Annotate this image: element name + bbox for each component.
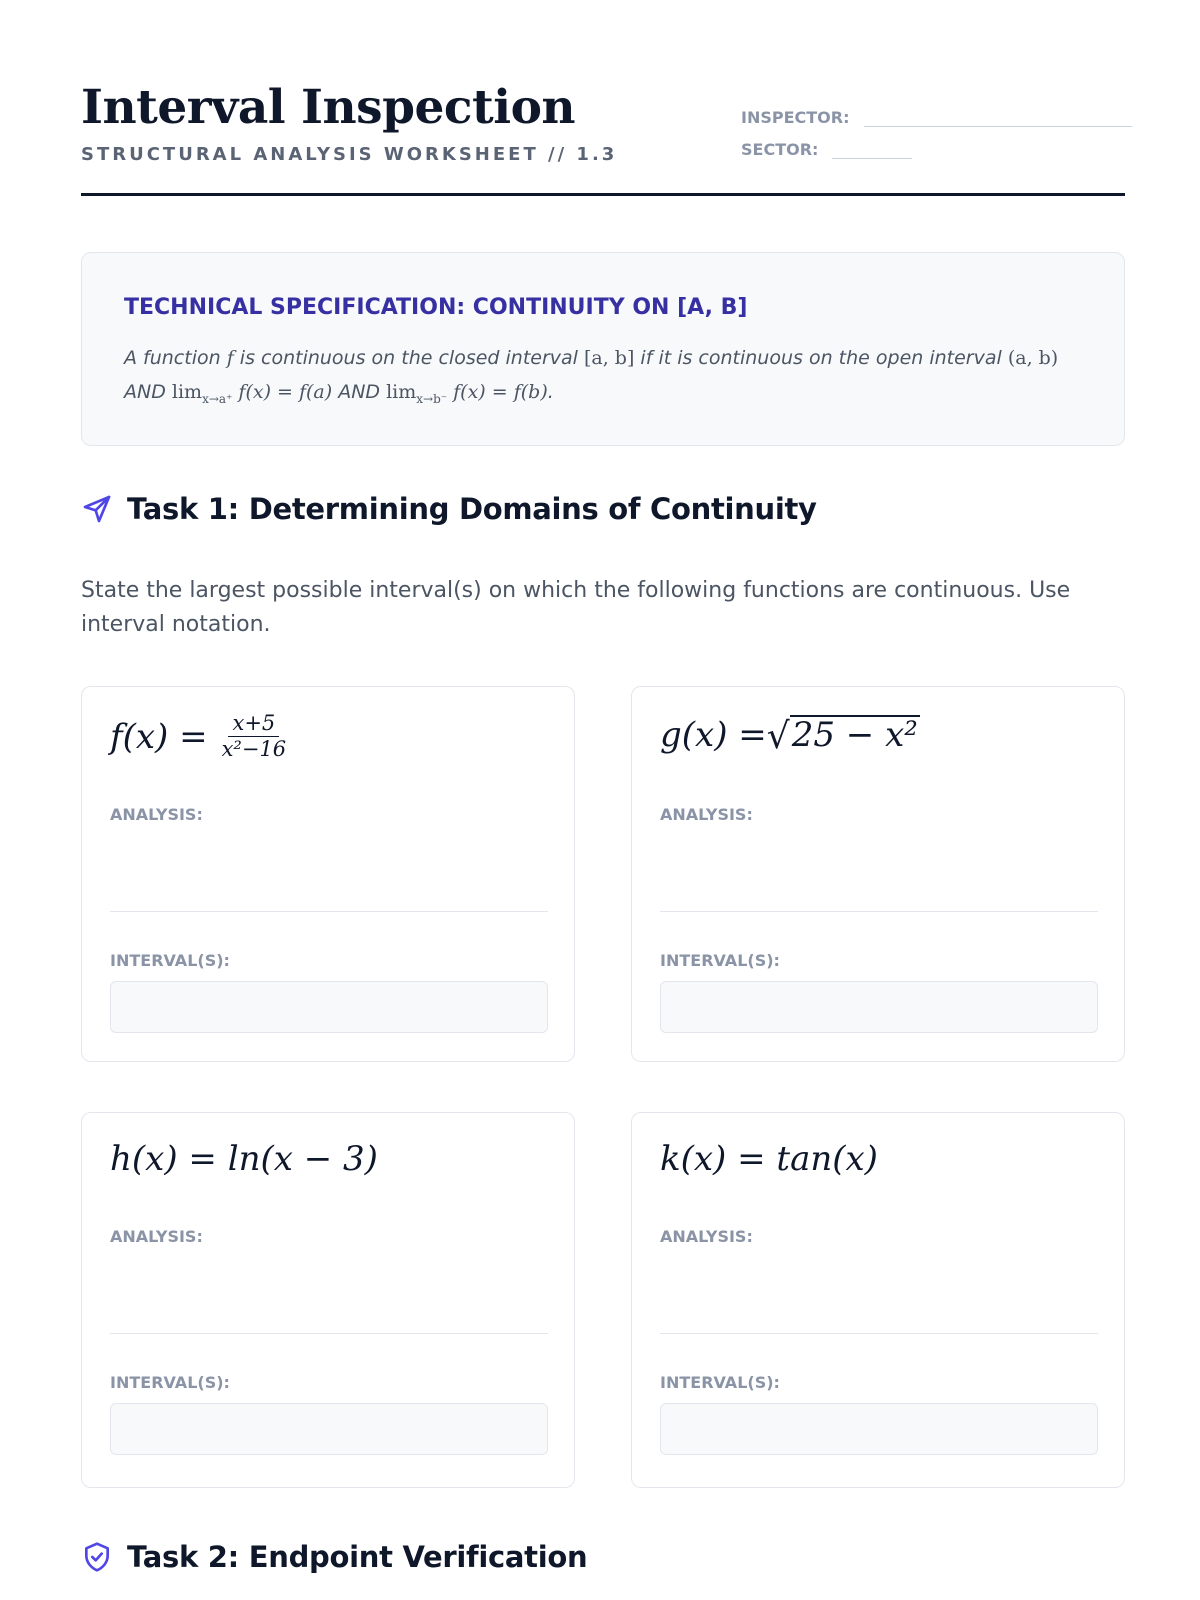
interval-answer-box[interactable]: [660, 981, 1098, 1033]
interval-answer-box[interactable]: [110, 1403, 548, 1455]
task2-heading: [81, 1540, 587, 1574]
sector-label: SECTOR:: [741, 140, 819, 159]
analysis-label: ANALYSIS:: [660, 805, 753, 824]
interval-label: INTERVAL(S):: [660, 951, 780, 970]
interval-label: INTERVAL(S):: [110, 1373, 230, 1392]
fraction-denominator: x²−16: [221, 737, 287, 761]
task1-heading: [81, 492, 817, 526]
analysis-line[interactable]: [660, 1333, 1098, 1334]
specification-title: TECHNICAL SPECIFICATION: CONTINUITY ON [A, B]: [124, 295, 748, 320]
spec-math-f: f: [226, 347, 234, 369]
shield-check-icon: [81, 1541, 113, 1573]
square-root: [766, 715, 920, 757]
analysis-label: ANALYSIS:: [110, 805, 203, 824]
spec-math-expr: f(x) = f(a): [232, 381, 333, 403]
spec-math-sub: x→a⁺: [202, 391, 233, 406]
worksheet-header: [81, 80, 1125, 196]
specification-text: [124, 341, 1094, 416]
interval-answer-box[interactable]: [110, 981, 548, 1033]
fraction: [218, 713, 291, 760]
formula-text: h(x) = ln(x − 3): [110, 1139, 378, 1179]
spec-text-part: AND: [332, 381, 387, 403]
radical-sign-icon: √: [766, 715, 790, 757]
formula-k: [660, 1139, 878, 1179]
spec-text-part: if it is continuous on the open interval: [634, 347, 1008, 369]
spec-math-lim: lim: [386, 381, 417, 403]
interval-label: INTERVAL(S):: [660, 1373, 780, 1392]
inspector-label: INSPECTOR:: [741, 108, 850, 127]
fraction-numerator: x+5: [228, 713, 279, 737]
analysis-line[interactable]: [660, 911, 1098, 912]
formula-f: [110, 713, 290, 760]
formula-lhs: g(x) =: [660, 715, 767, 755]
spec-math-lim: lim: [171, 381, 203, 403]
radicand: 25 − x²: [791, 715, 918, 756]
formula-g: [660, 715, 920, 755]
task1-instructions: State the largest possible interval(s) on which the following functions are continuous. Use interval notation.: [81, 578, 1071, 637]
formula-h: [110, 1139, 378, 1179]
formula-lhs: f(x) =: [110, 716, 208, 757]
spec-math-expr: f(x) = f(b): [447, 381, 548, 403]
analysis-line[interactable]: [110, 1333, 548, 1334]
spec-text-part: .: [547, 381, 554, 403]
interval-answer-box[interactable]: [660, 1403, 1098, 1455]
problem-card-g: [631, 686, 1125, 1062]
inspector-row: [741, 108, 1132, 127]
page-title: Interval Inspection: [81, 80, 576, 135]
spec-text-part: A function: [124, 347, 227, 369]
task2-title: Task 2: Endpoint Verification: [127, 1540, 588, 1574]
specification-box: [81, 252, 1125, 446]
analysis-label: ANALYSIS:: [660, 1227, 753, 1246]
spec-math-closed-interval: [a, b]: [583, 347, 635, 369]
spec-math-sub: x→b⁻: [416, 391, 448, 406]
interval-label: INTERVAL(S):: [110, 951, 230, 970]
sector-field[interactable]: [832, 141, 912, 159]
problem-card-f: [81, 686, 575, 1062]
analysis-line[interactable]: [110, 911, 548, 912]
formula-text: k(x) = tan(x): [660, 1139, 878, 1179]
page-subtitle: STRUCTURAL ANALYSIS WORKSHEET // 1.3: [81, 144, 618, 165]
problem-card-h: [81, 1112, 575, 1488]
sector-row: [741, 140, 912, 159]
task1-title: Task 1: Determining Domains of Continuity: [127, 492, 817, 526]
inspector-field[interactable]: [864, 109, 1132, 127]
spec-text-part: is continuous on the closed interval: [233, 347, 584, 369]
spec-math-open-interval: (a, b): [1007, 347, 1059, 369]
spec-text-part: AND: [124, 381, 172, 403]
analysis-label: ANALYSIS:: [110, 1227, 203, 1246]
send-icon: [81, 493, 113, 525]
problem-card-k: [631, 1112, 1125, 1488]
